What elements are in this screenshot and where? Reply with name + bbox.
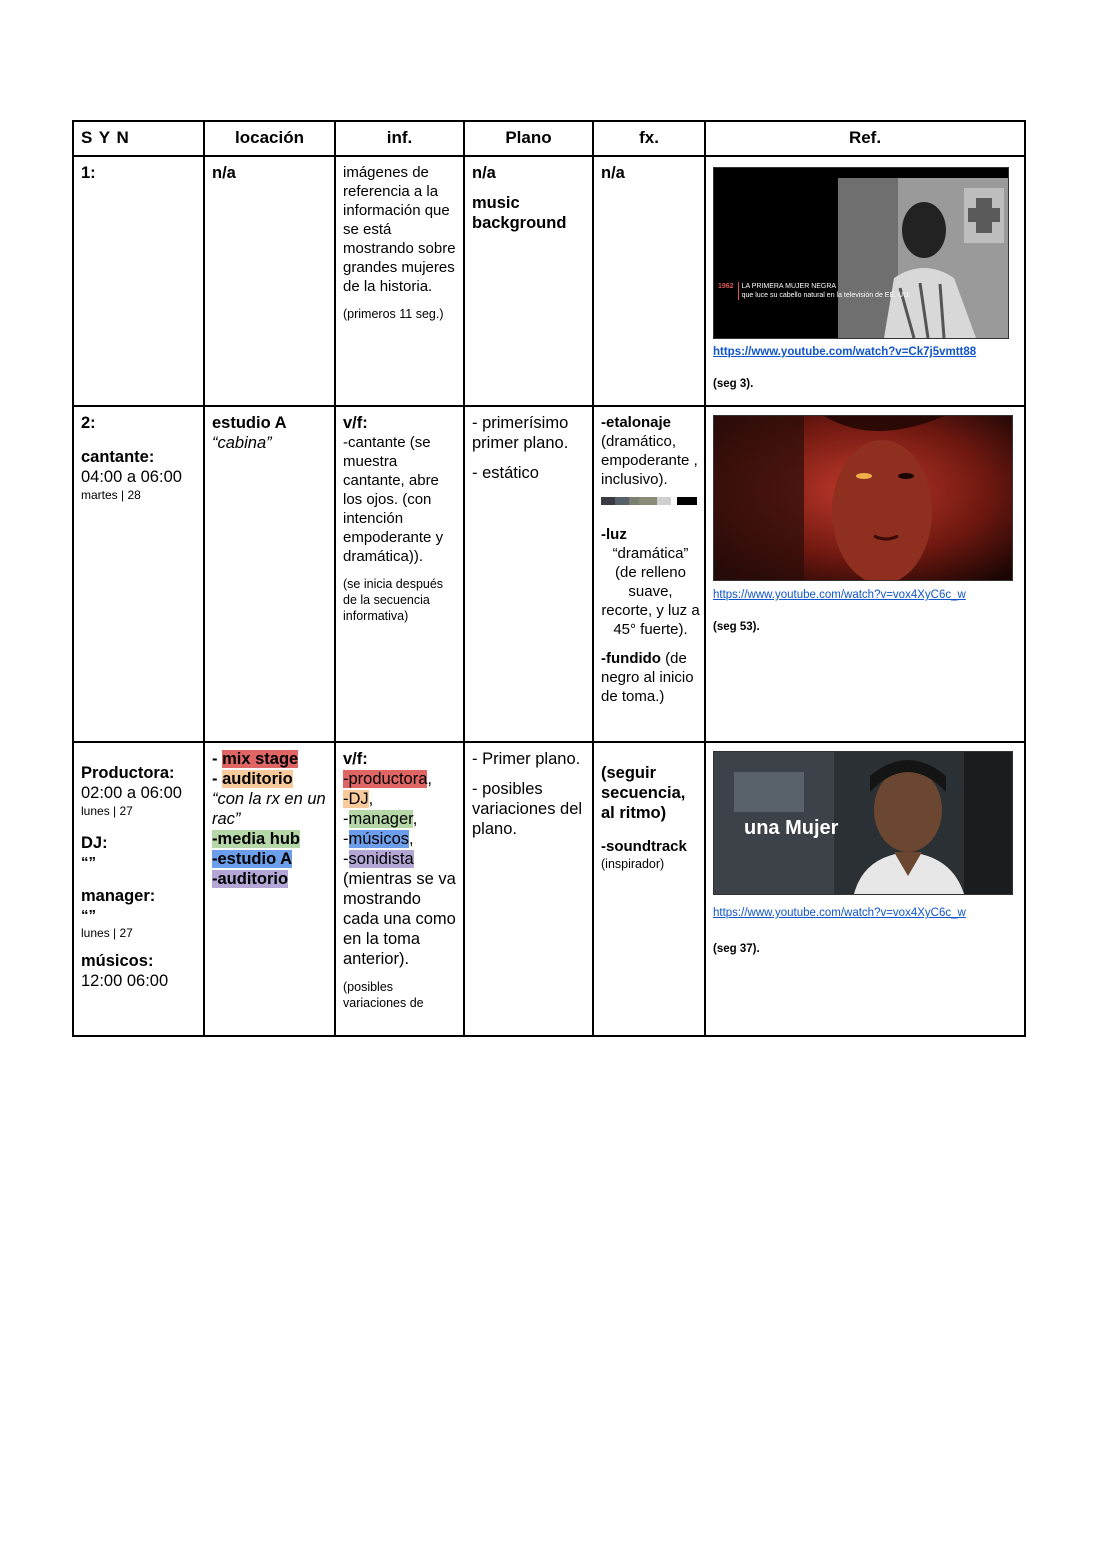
inf-item: productora [348, 770, 428, 788]
role-label: Productora: [81, 764, 175, 782]
location-cell: - mix stage - auditorio “con la rx en un rac” -media hub -estudio A -auditorio [204, 742, 335, 1036]
plano-extra: music background [472, 194, 567, 232]
fx-cell [593, 156, 705, 406]
plano-item: - estático [472, 464, 539, 482]
header-row [73, 121, 1025, 156]
fx-cell [593, 406, 705, 742]
date-label: martes | 28 [81, 488, 141, 502]
table-row [73, 156, 1025, 406]
inf-item: DJ [348, 790, 369, 808]
inf-text: -cantante (se muestra cantante, abre los ojos. (con intención empoderante y dramática)). [343, 434, 444, 565]
fx-title: -etalonaje [601, 414, 672, 431]
role-label: cantante: [81, 448, 155, 466]
ref-cell [705, 156, 1025, 406]
header-inf: inf. [335, 121, 464, 156]
time-range: 02:00 a 06:00 [81, 784, 182, 802]
plano-value: n/a [472, 164, 496, 182]
fx-title: -luz [601, 526, 627, 543]
inf-note: (posibles variaciones de [343, 980, 424, 1010]
fx-title: -soundtrack [601, 838, 687, 855]
role-value: “” [81, 907, 96, 924]
role-label: DJ: [81, 834, 108, 852]
reference-thumbnail [713, 167, 1009, 339]
reference-link[interactable]: https://www.youtube.com/watch?v=vox4XyC6c_w [713, 589, 966, 601]
header-locacion: locación [204, 121, 335, 156]
inf-item: músicos [348, 830, 410, 848]
location-item: auditorio [222, 770, 293, 788]
role-label: músicos: [81, 952, 154, 970]
plano-cell [464, 406, 593, 742]
fx-text: (dramático, empoderante , inclusivo). [601, 433, 698, 488]
header-fx: fx. [593, 121, 705, 156]
location-value: n/a [212, 164, 236, 182]
inf-text: (mientras se va mostrando cada una como en la toma anterior). [343, 870, 456, 968]
syn-cell [73, 406, 204, 742]
plano-cell [464, 156, 593, 406]
inf-title: v/f: [343, 414, 368, 432]
inf-text: imágenes de referencia a la información que se está mostrando sobre grandes mujeres de la historia. [343, 164, 456, 295]
ref-cell [705, 406, 1025, 742]
role-value: “” [81, 854, 96, 871]
reference-thumbnail [713, 415, 1013, 581]
header-plano: Plano [464, 121, 593, 156]
syn-number: 2: [81, 414, 96, 432]
location-item: estudio A [217, 850, 293, 868]
reference-thumbnail [713, 751, 1013, 895]
inf-cell: v/f: -productora, -DJ, -manager, -músicos, -sonidista (mientras se va mostrando cada una como en la toma anterior). (posibles variaciones de [335, 742, 464, 1036]
thumbnail-overlay-text: una Mujer [744, 817, 839, 839]
plano-item: - posibles variaciones del plano. [472, 780, 583, 838]
location-sub: “cabina” [212, 434, 272, 452]
shot-list-table [72, 120, 1026, 1037]
table-row [73, 406, 1025, 742]
syn-number: 1: [81, 164, 96, 182]
plano-item: - primerísimo primer plano. [472, 414, 569, 452]
plano-item: - Primer plano. [472, 750, 581, 768]
fx-cell [593, 742, 705, 1036]
reference-link[interactable]: https://www.youtube.com/watch?v=Ck7j5vmtt88 [713, 346, 977, 358]
caption-line-2: que luce su cabello natural en la televisión de EE. UU. [741, 292, 911, 299]
fx-text: (de negro al inicio de toma.) [601, 650, 694, 705]
location-item: auditorio [217, 870, 289, 888]
syn-cell [73, 742, 204, 1036]
time-range: 04:00 a 06:00 [81, 468, 182, 486]
reference-timestamp: (seg 53). [713, 621, 760, 633]
reference-image [714, 168, 1008, 338]
ref-cell [705, 742, 1025, 1036]
time-range: 12:00 06:00 [81, 972, 169, 990]
caption-year: 1962 [718, 283, 734, 290]
location-item: media hub [217, 830, 301, 848]
reference-image [714, 416, 1012, 580]
caption-line-1: LA PRIMERA MUJER NEGRA [741, 283, 837, 290]
inf-title: v/f: [343, 750, 368, 768]
table-row [73, 742, 1025, 1036]
fx-value: n/a [601, 164, 625, 182]
reference-timestamp: (seg 3). [713, 378, 754, 390]
thumbnail-caption [718, 282, 910, 300]
color-palette [601, 497, 697, 505]
inf-note: (se inicia después de la secuencia informativa) [343, 577, 444, 623]
location-title: estudio A [212, 414, 287, 432]
reference-link[interactable]: https://www.youtube.com/watch?v=vox4XyC6c_w [713, 907, 966, 919]
inf-cell [335, 156, 464, 406]
location-cell [204, 406, 335, 742]
syn-cell [73, 156, 204, 406]
inf-item: sonidista [348, 850, 414, 868]
inf-item: manager [348, 810, 413, 828]
date-label: lunes | 27 [81, 926, 133, 940]
date-label: lunes | 27 [81, 804, 133, 818]
fx-text: “dramática” (de relleno suave, recorte, y luz a 45° fuerte). [601, 545, 700, 638]
location-cell [204, 156, 335, 406]
plano-cell [464, 742, 593, 1036]
reference-timestamp: (seg 37). [713, 943, 760, 955]
inf-cell [335, 406, 464, 742]
fx-note: (inspirador) [601, 857, 665, 871]
fx-text: (seguir secuencia, al ritmo) [601, 764, 686, 822]
inf-note: (primeros 11 seg.) [343, 307, 444, 321]
header-syn: S Y N [73, 121, 204, 156]
location-item: mix stage [222, 750, 299, 768]
role-label: manager: [81, 887, 156, 905]
header-ref: Ref. [705, 121, 1025, 156]
location-note: “con la rx en un rac” [212, 790, 326, 828]
fx-title: -fundido [601, 650, 661, 667]
